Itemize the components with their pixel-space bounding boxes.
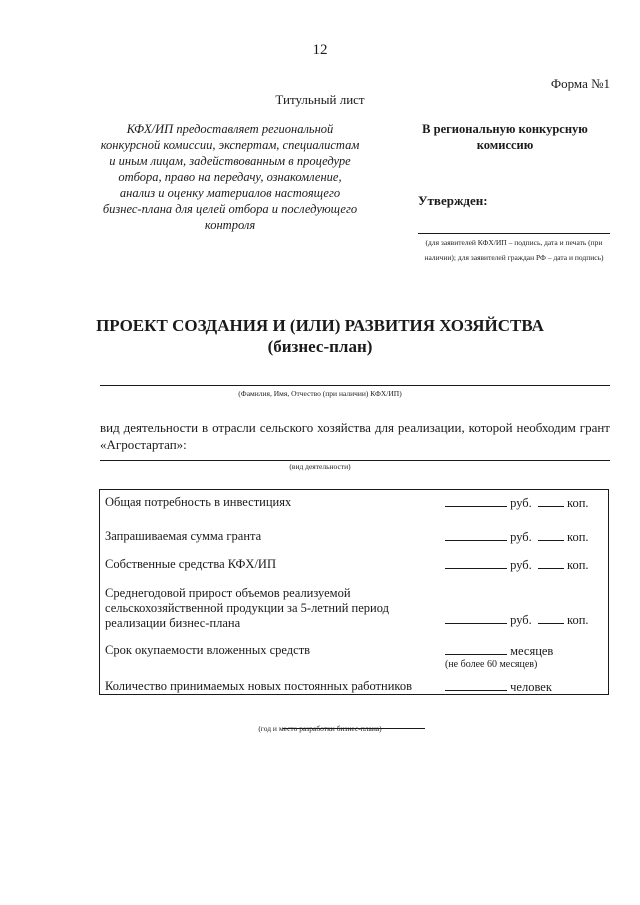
rights-notice: КФХ/ИП предоставляет региональной конкурсной комиссии, экспертам, специалистам и иным лицам, задействованным в процедуре отбора, право на передачу, ознакомление, анализ и оценку материалов настоящего бизнес-плана для целей отбора и последующего контроля xyxy=(100,122,360,232)
activity-caption: (вид деятельности) xyxy=(289,462,351,471)
activity-line[interactable] xyxy=(100,460,610,461)
payback-field-group xyxy=(445,643,553,659)
approved-label: Утвержден: xyxy=(418,193,488,208)
document-title-sub: (бизнес-план) xyxy=(267,337,373,356)
page-number: 12 xyxy=(312,42,328,58)
rub-field[interactable] xyxy=(445,495,507,507)
payback-unit: месяцев xyxy=(510,644,554,658)
investment-table xyxy=(99,489,609,695)
amount-fields xyxy=(445,612,589,628)
kop-unit: коп. xyxy=(567,496,589,510)
payback-note: (не более 60 месяцев) xyxy=(445,659,538,670)
kop-unit: коп. xyxy=(567,530,589,544)
fio-caption: (Фамилия, Имя, Отчество (при наличии) КФХ/ИП) xyxy=(238,389,402,398)
document-title-main: ПРОЕКТ СОЗДАНИЯ И (ИЛИ) РАЗВИТИЯ ХОЗЯЙСТВА xyxy=(96,316,544,335)
rub-unit: руб. xyxy=(510,558,532,572)
rub-unit: руб. xyxy=(510,530,532,544)
rub-unit: руб. xyxy=(510,613,532,627)
addressee: В региональную конкурсную комиссию xyxy=(422,122,588,152)
amount-fields xyxy=(445,495,589,511)
title-sheet-heading: Титульный лист xyxy=(275,92,365,107)
payback-label: Срок окупаемости вложенных средств xyxy=(105,643,311,657)
payback-field[interactable] xyxy=(445,643,507,655)
workers-field-group xyxy=(445,679,552,695)
row-label: Среднегодовой прирост объемов реализуемой сельскохозяйственной продукции за 5-летний период реализации бизнес-плана xyxy=(105,586,389,630)
kop-field[interactable] xyxy=(538,529,564,541)
rub-field[interactable] xyxy=(445,529,507,541)
kop-field[interactable] xyxy=(538,612,564,624)
amount-fields xyxy=(445,557,589,573)
signature-line[interactable] xyxy=(418,233,610,234)
workers-label: Количество принимаемых новых постоянных работников xyxy=(105,679,412,693)
form-number: Форма №1 xyxy=(550,76,610,91)
activity-text: вид деятельности в отрасли сельского хозяйства для реализации, которой необходим грант «Агростартап»: xyxy=(100,420,610,452)
kop-unit: коп. xyxy=(567,558,589,572)
document-title xyxy=(0,315,640,357)
row-label: Собственные средства КФХ/ИП xyxy=(105,557,276,571)
year-place-caption: (год и место разработки бизнес-плана) xyxy=(258,724,382,733)
kop-field[interactable] xyxy=(538,557,564,569)
row-label: Запрашиваемая сумма гранта xyxy=(105,529,262,543)
workers-field[interactable] xyxy=(445,679,507,691)
amount-fields xyxy=(445,529,589,545)
signature-caption: (для заявителей КФХ/ИП – подпись, дата и печать (при наличии); для заявителей граждан РФ – дата и подпись) xyxy=(424,238,604,262)
rub-field[interactable] xyxy=(445,612,507,624)
rub-field[interactable] xyxy=(445,557,507,569)
workers-unit: человек xyxy=(510,680,552,694)
row-label: Общая потребность в инвестициях xyxy=(105,495,292,509)
rub-unit: руб. xyxy=(510,496,532,510)
kop-field[interactable] xyxy=(538,495,564,507)
fio-line[interactable] xyxy=(100,385,610,386)
kop-unit: коп. xyxy=(567,613,589,627)
